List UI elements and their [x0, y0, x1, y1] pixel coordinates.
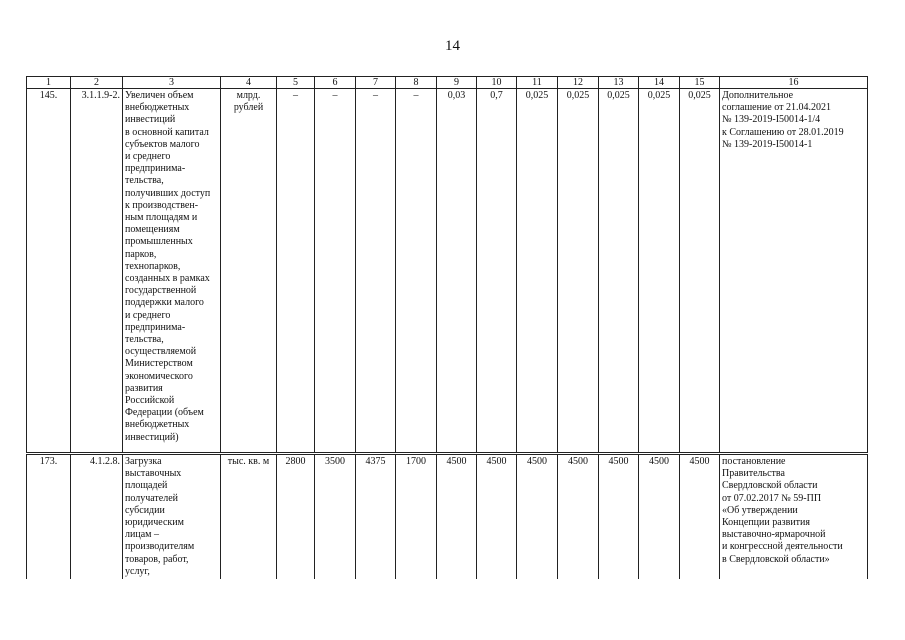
indicators-table [26, 76, 868, 579]
column-header: 16 [720, 77, 868, 89]
value-cell: 4500 [599, 455, 639, 580]
value-cell: 1700 [396, 455, 437, 580]
column-header: 9 [437, 77, 477, 89]
column-header: 1 [27, 77, 71, 89]
column-header: 2 [71, 77, 123, 89]
column-header: 14 [639, 77, 680, 89]
value-cell: 2800 [277, 455, 315, 580]
row-code: 3.1.1.9-2. [71, 89, 123, 453]
column-header: 15 [680, 77, 720, 89]
column-header: 5 [277, 77, 315, 89]
column-header: 11 [517, 77, 558, 89]
column-header: 10 [477, 77, 517, 89]
table-row [27, 455, 868, 580]
unit: тыс. кв. м [221, 455, 277, 580]
value-cell: 4500 [680, 455, 720, 580]
value-cell: 4500 [517, 455, 558, 580]
column-header: 8 [396, 77, 437, 89]
value-cell: 0,025 [639, 89, 680, 453]
column-header: 6 [315, 77, 356, 89]
value-cell: 4375 [356, 455, 396, 580]
source-document: Дополнительное соглашение от 21.04.2021 № 139-2019-I50014-1/4 к Соглашению от 28.01.2019 № 139-2019-I50014-1 [720, 89, 868, 453]
value-cell: – [356, 89, 396, 453]
indicator-name: Загрузка выставочных площадей получателей субсидии юридическим лицам – производителям товаров, работ, услуг, [123, 455, 221, 580]
column-header: 12 [558, 77, 599, 89]
value-cell: – [396, 89, 437, 453]
indicator-name: Увеличен объем внебюджетных инвестиций в основной капитал субъектов малого и среднего предпринима- тельства, получивших доступ к производствен- ным площадям и помещениям промышленных парков, технопарков, созданных в рамках государственной поддержки малого и среднего предпринима- тельства, осуществляемой Министерством экономического развития Российской Федерации (объем внебюджетных инвестиций) [123, 89, 221, 453]
row-number: 145. [27, 89, 71, 453]
row-number: 173. [27, 455, 71, 580]
column-number-row [27, 77, 868, 89]
value-cell: 0,025 [558, 89, 599, 453]
column-header: 13 [599, 77, 639, 89]
source-document: постановление Правительства Свердловской области от 07.02.2017 № 59-ПП «Об утверждении Концепции развития выставочно-ярмарочной и конгрессной деятельности в Свердловской области» [720, 455, 868, 580]
page-number: 14 [445, 38, 460, 54]
column-header: 3 [123, 77, 221, 89]
value-cell: – [277, 89, 315, 453]
column-header: 7 [356, 77, 396, 89]
row-code: 4.1.2.8. [71, 455, 123, 580]
column-header: 4 [221, 77, 277, 89]
value-cell: 4500 [477, 455, 517, 580]
value-cell: 0,7 [477, 89, 517, 453]
value-cell: 4500 [437, 455, 477, 580]
unit: млрд. рублей [221, 89, 277, 453]
value-cell: 3500 [315, 455, 356, 580]
value-cell: 0,025 [680, 89, 720, 453]
value-cell: – [315, 89, 356, 453]
value-cell: 0,03 [437, 89, 477, 453]
table-row [27, 89, 868, 453]
value-cell: 0,025 [517, 89, 558, 453]
value-cell: 4500 [558, 455, 599, 580]
value-cell: 0,025 [599, 89, 639, 453]
value-cell: 4500 [639, 455, 680, 580]
